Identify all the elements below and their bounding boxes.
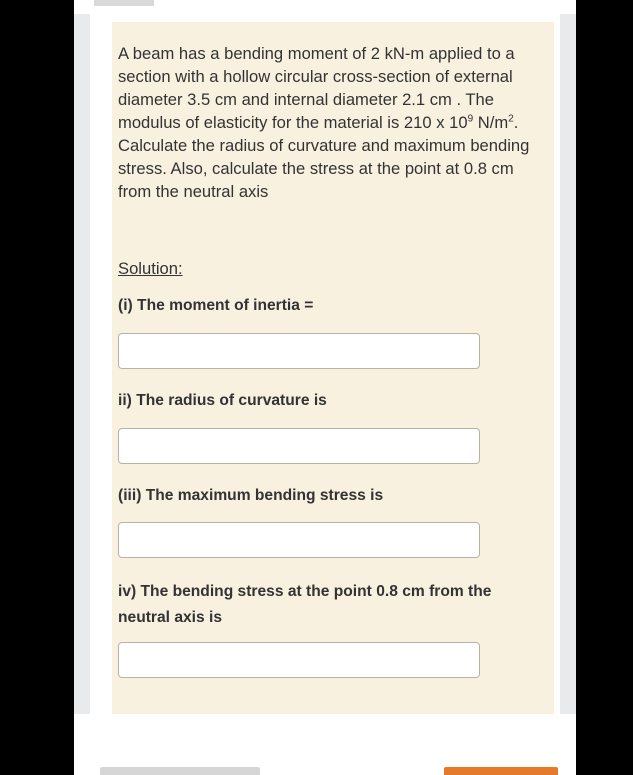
bottom-bar [74, 714, 576, 775]
part-ii-label: ii) The radius of curvature is [118, 392, 327, 409]
part-iii-label: (iii) The maximum bending stress is [118, 487, 384, 504]
top-bar [74, 0, 576, 14]
question-text-part2: N/m [473, 113, 509, 132]
bottom-left-button[interactable] [100, 767, 260, 775]
question-text-part3: . Calculate the radius of curvature and maximum bending stress. Also, calculate the stress at the point at 0.8 cm from the neutral axis [118, 113, 530, 201]
radius-of-curvature-input[interactable] [118, 428, 480, 464]
bottom-right-button[interactable] [444, 767, 558, 775]
part-i-label: (i) The moment of inertia = [118, 297, 314, 314]
question-exponent-9: 9 [467, 113, 474, 125]
question-card [90, 14, 560, 714]
question-box [112, 22, 554, 714]
question-text-part1: A beam has a bending moment of 2 kN-m applied to a section with a hollow circular cross-section of external diameter 3.5 cm and internal diameter 2.1 cm . The modulus of elasticity for the material is 210 x 10 [118, 44, 515, 132]
solution-label: Solution: [118, 259, 183, 278]
bending-stress-at-point-input[interactable] [118, 642, 480, 678]
max-bending-stress-input[interactable] [118, 522, 480, 558]
question-exponent-2: 2 [508, 113, 514, 125]
question-text [118, 42, 530, 203]
top-tab[interactable] [94, 0, 154, 6]
phone-frame [74, 0, 576, 775]
part-iv-label: iv) The bending stress at the point 0.8 cm from the neutral axis is [118, 583, 492, 626]
moment-of-inertia-input[interactable] [118, 333, 480, 369]
